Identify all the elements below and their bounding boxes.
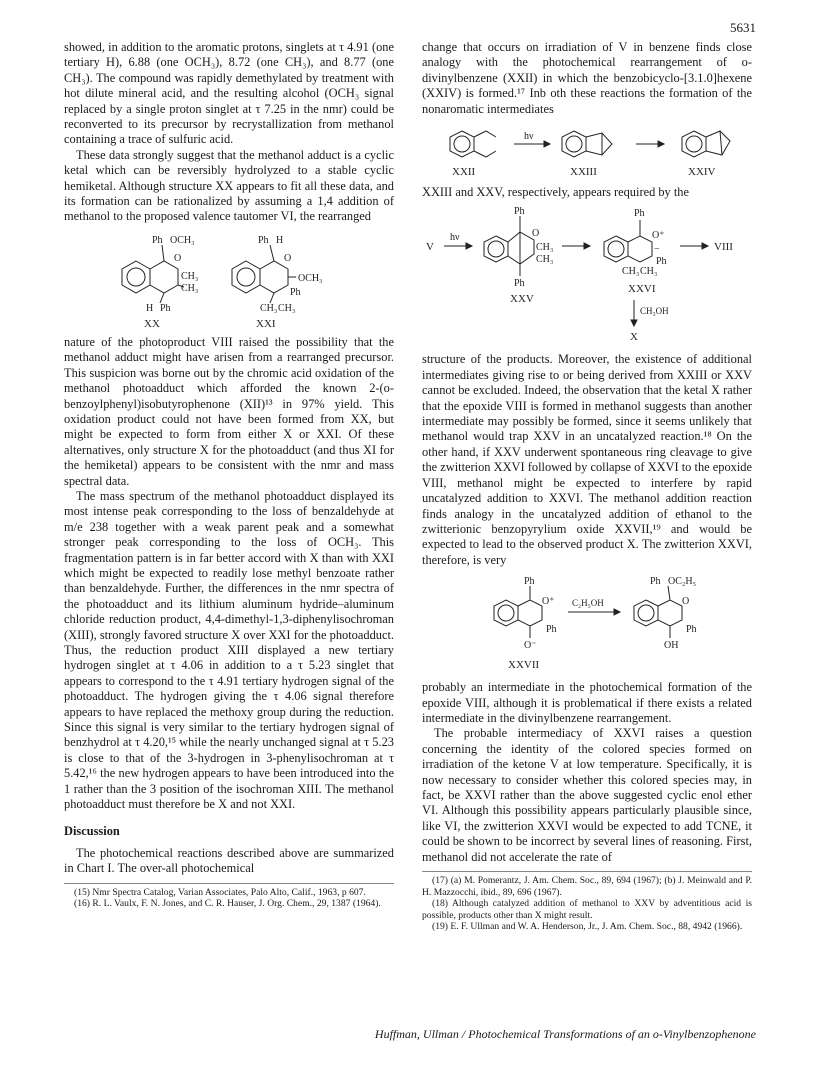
atom-label: O⁻ bbox=[524, 640, 537, 652]
compound-label: X bbox=[630, 331, 638, 344]
atom-label: O bbox=[174, 252, 182, 264]
compound-label: XXVI bbox=[628, 283, 656, 296]
compound-label: XXIV bbox=[688, 166, 716, 179]
structure-drawing bbox=[422, 206, 752, 346]
figure-xxvii bbox=[422, 574, 752, 674]
paragraph: XXIII and XXV, respectively, appears required by the bbox=[422, 185, 689, 200]
atom-label: O bbox=[284, 252, 292, 264]
running-footer: Huffman, Ullman / Photochemical Transformations of an o-Vinylbenzophenone bbox=[374, 1027, 756, 1041]
atom-label: CH₃ bbox=[260, 302, 278, 314]
atom-label: Ph bbox=[160, 302, 171, 314]
atom-label: Ph bbox=[546, 624, 557, 636]
page-number: 5631 bbox=[730, 20, 756, 35]
atom-label: Ph bbox=[290, 286, 301, 298]
atom-label: O bbox=[682, 596, 690, 608]
atom-label: Ph bbox=[656, 256, 667, 268]
reaction-condition: CH₃OH bbox=[640, 306, 669, 317]
compound-label: VIII bbox=[714, 241, 733, 254]
section-heading: Discussion bbox=[64, 824, 120, 839]
atom-label: Ph bbox=[514, 278, 525, 290]
atom-label: CH₃ bbox=[640, 266, 658, 278]
atom-label: Ph bbox=[634, 208, 645, 220]
atom-label: Ph bbox=[258, 234, 269, 246]
paragraph: showed, in addition to the aromatic protons, singlets at τ 4.91 (one tertiary H), 6.88 (one OCH₃), 8.72 (one CH₃), and 8.77 (one CH₃). The compound was rapidly demethylated by treatment with hot dilute mineral acid, and the resulting alcohol (OCH₃ signal replaced by a single proton singlet at τ 7.25 in the nmr) could be reconverted to its precursor by recrystallization from methanol containing a trace of sulfuric acid. bbox=[64, 40, 394, 147]
paragraph: nature of the photoproduct VIII raised the possibility that the methanol adduct might have arisen from a rearranged precursor. This suspicion was borne out by the chromic acid oxidation of the methanol photoadduct which afforded the known 2-(o-benzoylphenyl)isobutyrophenone (XII)¹³ in 97% yield. This oxidation product could not have been formed from XX, but might be expected to form from either X or XXI. Of these alternatives, only structure X for the photoadduct (and thus XI for the hemiketal) appears to be consistent with the nmr and mass spectral data. bbox=[64, 334, 394, 488]
figure-xx-xxi bbox=[64, 231, 394, 329]
footnote: (15) Nmr Spectra Catalog, Varian Associates, Palo Alto, Calif., 1963, p 607. bbox=[74, 886, 366, 898]
atom-label: CH₃ bbox=[278, 302, 296, 314]
atom-label: H bbox=[146, 302, 154, 314]
atom-label: OCH₃ bbox=[170, 234, 195, 246]
atom-label: Ph bbox=[686, 624, 697, 636]
compound-label: XXV bbox=[510, 293, 534, 306]
compound-label: V bbox=[426, 241, 434, 254]
compound-label: XXVII bbox=[508, 659, 540, 672]
compound-label: XXI bbox=[256, 317, 276, 329]
paragraph: change that occurs on irradiation of V in benzene finds close analogy with the photochemical rearrangement of o-divinylbenzene (XXII) in which the benzobicyclo-[3.1.0]hexene (XXIV) is formed.¹⁷ Inb oth these reactions the formation of the nonaromatic intermediates bbox=[422, 40, 752, 116]
atom-label: CH₃ bbox=[536, 242, 554, 254]
footnote: (19) E. F. Ullman and W. A. Henderson, Jr., J. Am. Chem. Soc., 88, 4942 (1966). bbox=[432, 921, 743, 933]
right-column bbox=[422, 40, 752, 933]
paragraph: probably an intermediate in the photochemical formation of the epoxide VIII, although it is problematical if there exists a related intermediate in the divinylbenzene rearrangement. bbox=[422, 680, 752, 725]
paragraph: The photochemical reactions described above are summarized in Chart I. The over-all photochemical bbox=[64, 845, 394, 876]
paragraph: structure of the products. Moreover, the existence of additional intermediates giving rise to or being derived from XXIII or XXV cannot be excluded. Indeed, the observation that the ketal X rather that the epoxide VIII is formed in methanol suggests than another intermediate may possibly be formed, since it seems unlikely that methanol would trap XXV in an uncatalyzed reaction.¹⁸ On the other hand, if XXV underwent spontaneous ring cleavage to give the zwitterion XXVI followed by collapse of XXVI to the epoxide VIII, methanol might be expected to interfere by rapid uncatalyzed addition to XXVI. The methanol addition reaction finds analogy in the uncatalyzed addition of ethanol to the zwitterionic benzopyrylium oxide XXVII,¹⁹ and would be expected to lead to the observed product X. The zwitterion XXVI, therefore, is very bbox=[422, 352, 752, 567]
structure-drawing bbox=[422, 574, 752, 674]
atom-label: CH₃ bbox=[622, 266, 640, 278]
atom-label: OC₂H₅ bbox=[668, 576, 697, 588]
reaction-condition: hν bbox=[524, 131, 534, 143]
footnote: (17) (a) M. Pomerantz, J. Am. Chem. Soc., 89, 694 (1967); (b) J. Meinwald and P. H. Mazzocchi, ibid., 89, 696 (1967). bbox=[422, 875, 752, 898]
structure-drawing bbox=[422, 123, 752, 179]
structure-drawing bbox=[64, 231, 394, 329]
reaction-condition: C₂H₅OH bbox=[572, 598, 604, 609]
footnotes bbox=[64, 883, 394, 910]
reaction-condition: hν bbox=[450, 232, 460, 244]
atom-label: H bbox=[276, 234, 284, 246]
atom-label: CH₃ bbox=[181, 282, 199, 294]
left-column bbox=[64, 40, 394, 910]
atom-label: − bbox=[654, 244, 660, 256]
atom-label: O⁺ bbox=[542, 596, 555, 608]
paragraph: The probable intermediacy of XXVI raises a question concerning the identity of the colored species formed on irradiation of the ketone V at low temperature. Specifically, it is now necessary to consider whether this colored species may, in fact, be XXVI rather than the above suggested cyclic enol ether VI. Although this possibility appears particularly plausible since, like VI, the zwitterion XXVI would be expected to add TCNE, it could be shown to be incorrect by several lines of reasoning. First, methanol did not accelerate the rate of bbox=[422, 726, 752, 864]
paragraph: The mass spectrum of the methanol photoadduct displayed its most intense peak corresponding to the loss of benzaldehyde at m/e 238 together with a weak parent peak and a somewhat stronger peak corresponding to the loss of OCH₃. This fragmentation pattern is in far better accord with X than with XXI which might be expected to readily lose methyl benzoate rather than benzaldehyde. Further, the differences in the nmr spectra of the photoadduct and its lithium aluminum hydride–aluminum chloride reduction product, 4,4-dimethyl-1,3-diphenylisochroman (XIII), strongly favored structure X over XXI for the photoadduct. Thus, the reduction product XIII displayed a new tertiary hydrogen singlet at τ 4.06 in addition to a τ 5.23 singlet that appears to correspond to the τ 4.91 tertiary hydrogen signal of the photoadduct. The hydrogen giving the τ 4.06 signal therefore appears to have replaced the methoxy group during the reduction. Since this signal is very similar to the tertiary hydrogen signal of benzhydrol at τ 4.20,¹⁵ while the nearly unchanged signal at τ 5.23 is close to that of the 3-hydrogen in 3-phenylisochroman at τ 5.42,¹⁶ the new hydrogen appears to have been introduced into the 1 rather than the 3 position of the isochroman XIII. The methanol photoadduct must therefore be X and not XXI. bbox=[64, 488, 394, 812]
figure-xxv-xxvi bbox=[422, 206, 752, 346]
paragraph: These data strongly suggest that the methanol adduct is a cyclic ketal which can be reversibly hydrolyzed to a stable cyclic hemiketal. Although structure XX appears to fit all these data, and its formation can be rationalized by assuming a 1,4 addition of methanol to the proposed valence tautomer VI, the rearranged bbox=[64, 147, 394, 224]
atom-label: Ph bbox=[514, 206, 525, 218]
atom-label: OH bbox=[664, 640, 679, 652]
footnotes bbox=[422, 871, 752, 933]
compound-label: XXII bbox=[452, 166, 476, 179]
atom-label: O⁺ bbox=[652, 230, 665, 242]
compound-label: XXIII bbox=[570, 166, 597, 179]
atom-label: Ph bbox=[152, 234, 163, 246]
atom-label: OCH₃ bbox=[298, 272, 323, 284]
atom-label: Ph bbox=[524, 576, 535, 588]
figure-xxii-xxiv bbox=[422, 123, 752, 179]
footnote: (16) R. L. Vaulx, F. N. Jones, and C. R. Hauser, J. Org. Chem., 29, 1387 (1964). bbox=[74, 898, 381, 910]
atom-label: Ph bbox=[650, 576, 661, 588]
atom-label: O bbox=[532, 228, 540, 240]
atom-label: CH₃ bbox=[181, 270, 199, 282]
atom-label: CH₃ bbox=[536, 254, 554, 266]
compound-label: XX bbox=[144, 317, 160, 329]
footnote: (18) Although catalyzed addition of methanol to XXV by adventitious acid is possible, products other than X might result. bbox=[422, 898, 752, 921]
